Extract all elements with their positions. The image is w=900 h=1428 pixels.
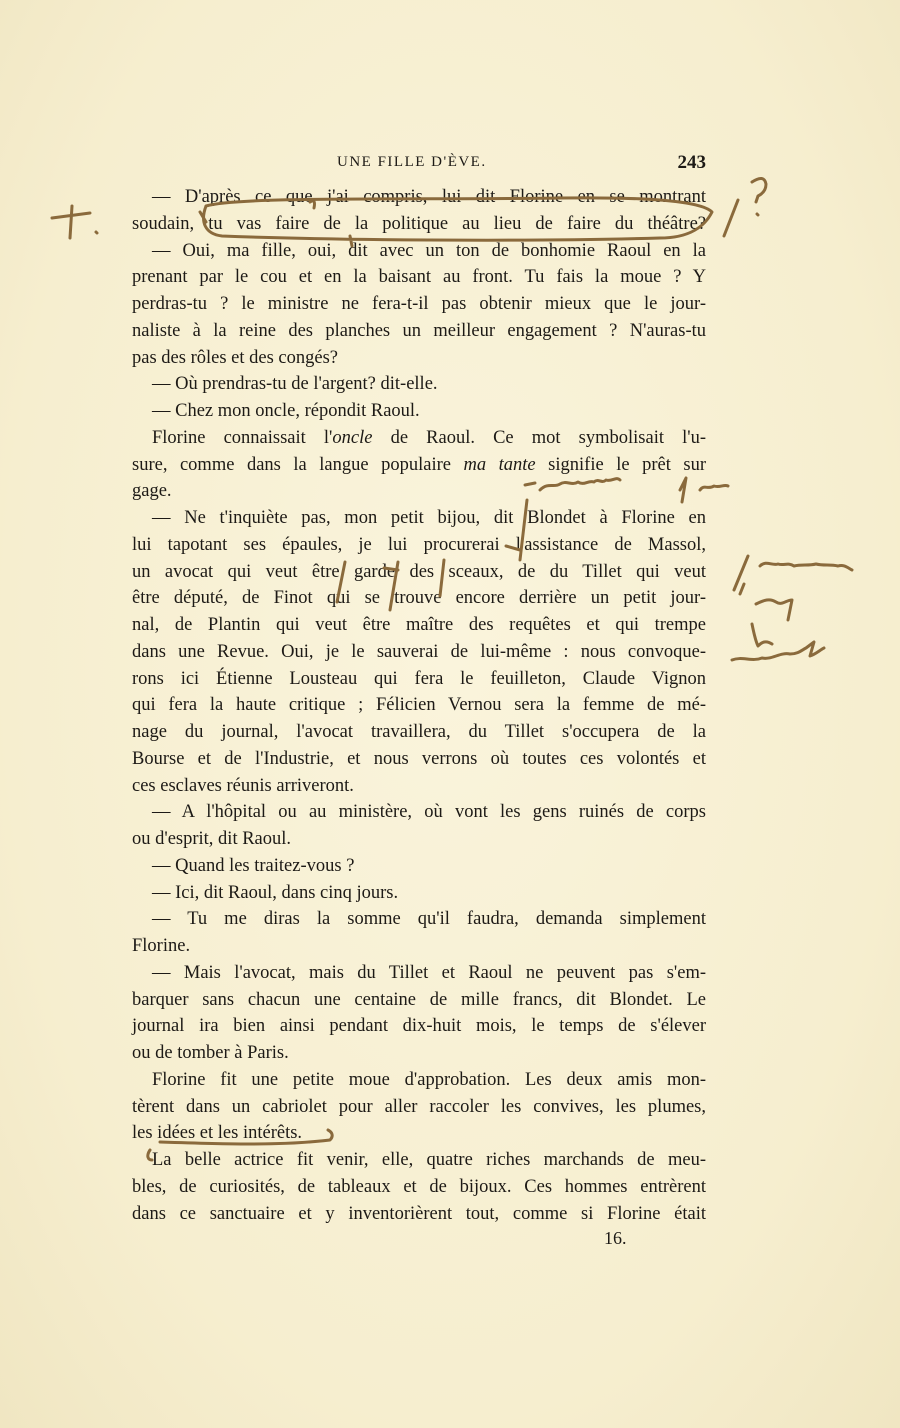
text-line: pas des rôles et des congés? bbox=[132, 347, 339, 368]
text-line: lui tapotant ses épaules, je lui procurerai l'assistance de Massol, bbox=[132, 534, 706, 555]
text-line: être député, de Finot qui se trouve encore derrière un petit jour- bbox=[132, 588, 706, 609]
left-margin-plus-mark bbox=[52, 206, 97, 238]
text-line: — Mais l'avocat, mais du Tillet et Raoul ne peuvent pas s'em- bbox=[152, 962, 706, 983]
text-line: nal, de Plantin qui veut être maître des requêtes et qui trempe bbox=[132, 615, 706, 635]
text-line: — Ne t'inquiète pas, mon petit bijou, dit Blondet à Florine en bbox=[152, 508, 706, 528]
text-line: — Où prendras-tu de l'argent? dit-elle. bbox=[152, 374, 438, 395]
text-line: — Oui, ma fille, oui, dit avec un ton de bonhomie Raoul en la bbox=[152, 240, 706, 261]
text-line: — D'après ce que j'ai compris, lui dit Florine en se montrant bbox=[152, 187, 706, 207]
slash-question-mark bbox=[724, 178, 766, 236]
text-segment: de Raoul. Ce mot symbolisait l'u- bbox=[372, 427, 706, 448]
text-line: naliste à la reine des planches un meilleur engagement ? N'auras-tu bbox=[132, 320, 706, 341]
text-line: les idées et les intérêts. bbox=[132, 1123, 303, 1144]
text-segment: sure, comme dans la langue populaire bbox=[132, 454, 464, 475]
italic-word: ma tante bbox=[463, 454, 536, 475]
text-line: — Tu me diras la somme qu'il faudra, demanda simplement bbox=[152, 909, 706, 930]
text-line: — Quand les traitez-vous ? bbox=[152, 855, 355, 876]
text-line: dans une Revue. Oui, je le sauverai de lui-même : nous convoque- bbox=[132, 641, 706, 662]
text-line: rons ici Étienne Lousteau qui fera le feuilleton, Claude Vignon bbox=[132, 668, 706, 689]
text-line: nage du journal, l'avocat travaillera, du Tillet s'occupera de la bbox=[132, 722, 706, 742]
text-line: prenant par le cou et en la baisant au front. Tu fais la moue ? Y bbox=[132, 267, 706, 288]
text-line: bles, de curiosités, de tableaux et de bijoux. Ces hommes entrèrent bbox=[132, 1176, 706, 1197]
text-line: Bourse et de l'Industrie, et nous verrons où toutes ces volontés et bbox=[132, 748, 706, 769]
text-line: ou d'esprit, dit Raoul. bbox=[132, 829, 292, 849]
text-line: journal ira bien ainsi pendant dix-huit mois, le temps de s'élever bbox=[132, 1016, 706, 1037]
text-line bbox=[132, 452, 706, 479]
text-line: gage. bbox=[132, 481, 172, 502]
text-line: La belle actrice fit venir, elle, quatre riches marchands de meu- bbox=[152, 1150, 706, 1170]
text-line: un avocat qui veut être garde des sceaux, de du Tillet qui veut bbox=[132, 561, 706, 582]
page-number: 243 bbox=[677, 152, 706, 173]
text-line: perdras-tu ? le ministre ne fera-t-il pas obtenir mieux que le jour- bbox=[132, 294, 706, 314]
text-segment: Florine connaissait l' bbox=[152, 427, 333, 448]
text-line: — A l'hôpital ou au ministère, où vont les gens ruinés de corps bbox=[152, 802, 706, 823]
text-line: tèrent dans un cabriolet pour aller raccoler les convives, les plumes, bbox=[132, 1096, 706, 1117]
text-line bbox=[132, 425, 706, 452]
text-segment: signifie le prêt sur bbox=[535, 454, 706, 475]
text-line: barquer sans chacun une centaine de mille francs, dit Blondet. Le bbox=[132, 989, 706, 1010]
text-line: soudain, tu vas faire de la politique au lieu de faire du théâtre? bbox=[132, 213, 706, 234]
text-line: Florine. bbox=[132, 936, 191, 956]
italic-word: oncle bbox=[332, 427, 373, 448]
running-header bbox=[132, 152, 706, 178]
text-line: — Ici, dit Raoul, dans cinq jours. bbox=[152, 882, 399, 903]
signature-mark: 16. bbox=[604, 1228, 627, 1248]
text-line: — Chez mon oncle, répondit Raoul. bbox=[152, 401, 420, 421]
text-line: ou de tomber à Paris. bbox=[132, 1043, 289, 1063]
body-text bbox=[132, 184, 706, 1227]
text-line: ces esclaves réunis arriveront. bbox=[132, 775, 354, 796]
margin-note-2 bbox=[732, 556, 852, 660]
text-line: dans ce sanctuaire et y inventorièrent tout, comme si Florine était bbox=[132, 1203, 706, 1224]
text-line: Florine fit une petite moue d'approbation. Les deux amis mon- bbox=[152, 1069, 706, 1090]
text-line: qui fera la haute critique ; Félicien Vernou sera la femme de mé- bbox=[132, 695, 706, 716]
running-title: UNE FILLE D'ÈVE. bbox=[337, 154, 487, 170]
